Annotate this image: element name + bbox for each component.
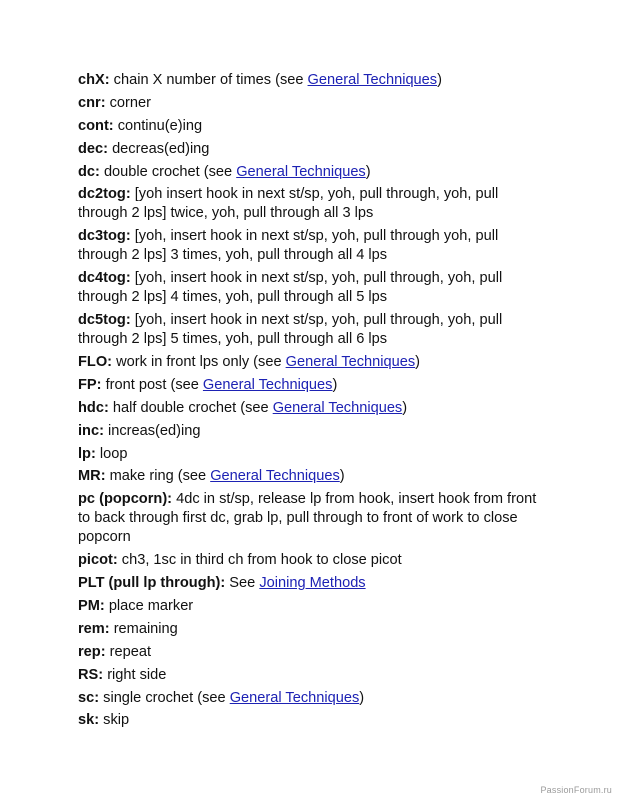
entry-tail: ) [437, 72, 442, 88]
entry-definition: place marker [104, 598, 194, 615]
entry-definition: work in front lps only (see [112, 354, 286, 371]
glossary-entry-rs [78, 666, 548, 685]
entry-term: dec: [78, 140, 109, 157]
glossary-entry-dec [78, 140, 548, 159]
entry-definition: increas(ed)ing [103, 422, 201, 439]
entry-definition: decreas(ed)ing [108, 140, 210, 157]
glossary-entry-lp [78, 445, 548, 464]
entry-definition: half double crochet (see [108, 399, 273, 416]
entry-tail: ) [332, 376, 338, 393]
general-techniques-link[interactable]: General Techniques [307, 72, 438, 88]
glossary-entry-sk [78, 711, 548, 730]
glossary-entry-cont [78, 117, 548, 136]
entry-term: picot: [78, 552, 118, 569]
entry-definition: ch3, 1sc in third ch from hook to close picot [117, 552, 402, 569]
entry-term: rep: [78, 643, 106, 660]
entry-term: FLO: [78, 354, 113, 371]
entry-definition: repeat [105, 643, 152, 660]
entry-term: FP: [78, 376, 102, 393]
entry-term: chX: [78, 72, 110, 88]
entry-definition: [yoh, insert hook in next st/sp, yoh, pull through, yoh, pull through 2 lps] 5 times, yoh, pull through all 6 lps [78, 312, 503, 348]
entry-term: dc4tog: [78, 270, 131, 287]
entry-term: rem: [78, 620, 110, 637]
glossary-entry-sc [78, 689, 548, 708]
entry-definition: loop [95, 445, 128, 462]
glossary-entry-chx [78, 71, 548, 90]
entry-term: inc: [78, 422, 104, 439]
glossary-entry-dc2tog [78, 185, 548, 223]
entry-term: PLT (pull lp through): [78, 575, 226, 592]
glossary-entry-inc [78, 422, 548, 441]
entry-definition: single crochet (see [99, 689, 230, 706]
glossary-entry-rep [78, 643, 548, 662]
general-techniques-link[interactable]: General Techniques [210, 468, 340, 485]
general-techniques-link[interactable]: General Techniques [272, 399, 403, 416]
general-techniques-link[interactable]: General Techniques [229, 689, 360, 706]
entry-tail: ) [339, 468, 345, 485]
entry-definition: make ring (see [105, 468, 211, 485]
glossary-entry-dc [78, 163, 548, 182]
general-techniques-link[interactable]: General Techniques [236, 163, 366, 180]
entry-term: cnr: [78, 94, 106, 111]
entry-term: MR: [78, 468, 106, 485]
glossary-entry-dc5tog [78, 311, 548, 349]
entry-definition: remaining [109, 620, 178, 637]
glossary-entry-mr [78, 467, 548, 486]
glossary-entry-pc-popcorn [78, 490, 548, 547]
glossary-entry-pm [78, 597, 548, 616]
abbreviation-glossary [78, 71, 548, 734]
glossary-entry-rem [78, 620, 548, 639]
glossary-entry-picot [78, 551, 548, 570]
general-techniques-link[interactable]: General Techniques [202, 376, 333, 393]
entry-term: dc: [78, 163, 100, 180]
entry-term: hdc: [78, 399, 109, 416]
entry-term: dc5tog: [78, 312, 131, 329]
entry-term: lp: [78, 445, 96, 462]
entry-definition: front post (see [101, 376, 203, 393]
glossary-entry-hdc [78, 399, 548, 418]
entry-definition: See [225, 575, 260, 592]
entry-tail: ) [402, 399, 408, 416]
entry-tail: ) [365, 163, 371, 180]
entry-definition: skip [99, 712, 130, 729]
entry-definition: right side [103, 666, 167, 683]
glossary-entry-cnr [78, 94, 548, 113]
glossary-entry-plt [78, 574, 548, 593]
entry-term: pc (popcorn): [78, 491, 173, 508]
entry-tail: ) [359, 689, 365, 706]
glossary-entry-fp [78, 376, 548, 395]
entry-tail: ) [415, 354, 421, 371]
glossary-entry-flo [78, 353, 548, 372]
entry-term: sk: [78, 712, 100, 729]
glossary-entry-dc4tog [78, 269, 548, 307]
entry-definition: [yoh insert hook in next st/sp, yoh, pull through, yoh, pull through 2 lps] twice, yoh, pull through all 3 lps [78, 186, 499, 222]
entry-term: dc2tog: [78, 186, 131, 203]
entry-term: PM: [78, 598, 105, 615]
entry-term: sc: [78, 689, 100, 706]
general-techniques-link[interactable]: General Techniques [285, 354, 416, 371]
entry-term: cont: [78, 117, 114, 134]
entry-term: dc3tog: [78, 228, 131, 245]
entry-definition: chain X number of times (see [109, 72, 308, 88]
site-watermark: PassionForum.ru [540, 785, 612, 795]
entry-definition: corner [105, 94, 151, 111]
entry-definition: continu(e)ing [113, 117, 203, 134]
entry-definition: [yoh, insert hook in next st/sp, yoh, pull through, yoh, pull through 2 lps] 4 times, yoh, pull through all 5 lps [78, 270, 503, 306]
entry-definition: double crochet (see [99, 163, 237, 180]
entry-definition: 4dc in st/sp, release lp from hook, insert hook from front to back through first dc, grab lp, pull through to front of work to close popcorn [78, 491, 537, 546]
entry-term: RS: [78, 666, 104, 683]
joining-methods-link[interactable]: Joining Methods [259, 575, 366, 592]
glossary-entry-dc3tog [78, 227, 548, 265]
entry-definition: [yoh, insert hook in next st/sp, yoh, pull through yoh, pull through 2 lps] 3 times, yoh, pull through all 4 lps [78, 228, 499, 264]
